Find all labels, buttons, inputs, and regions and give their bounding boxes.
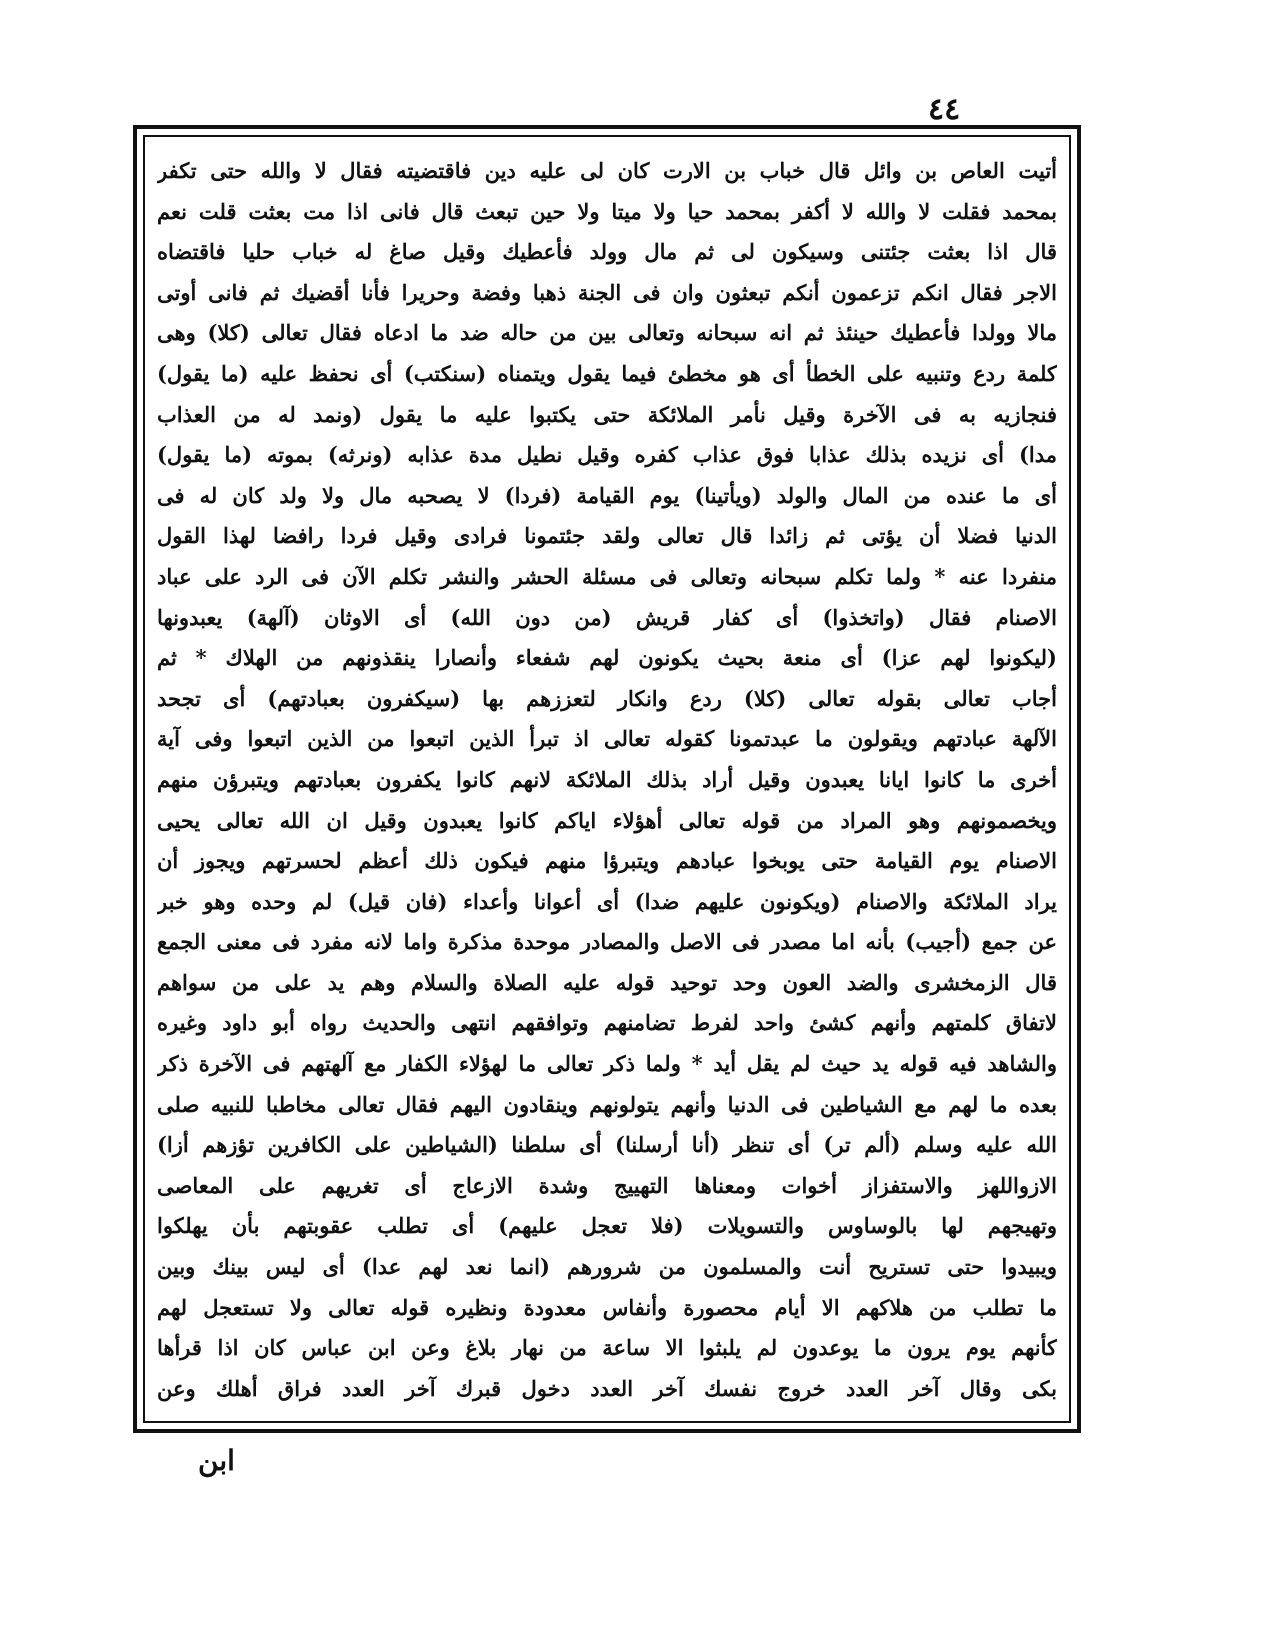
text-line: أجاب تعالى بقوله تعالى (كلا) ردع وانكار لتعززهم بها (سيكفرون بعبادتهم) أى تجحد [157, 685, 1057, 711]
text-line: الاجر فقال انكم تزعمون أنكم تبعثون وان فى الجنة ذهبا وفضة وحريرا فأنا أقضيك ثم فانى أوتى [157, 279, 1057, 305]
text-line: بعده ما لهم مع الشياطين فى الدنيا وأنهم يتولونهم وينقادون اليهم فقال تعالى مخاطبا للنبيه صلى [157, 1091, 1057, 1117]
body-text [157, 151, 1057, 1409]
text-frame [143, 135, 1071, 1423]
text-line: وتهيجهم لها بالوساوس والتسويلات (فلا تعجل عليهم) أى تطلب عقوبتهم بأن يهلكوا [157, 1213, 1057, 1239]
text-line: ويبيدوا حتى تستريح أنت والمسلمون من شرورهم (انما نعد لهم عدا) أى ليس بينك وبين [157, 1254, 1057, 1280]
text-line: والشاهد فيه قوله يد حيث لم يقل أيد * ولما ذكر تعالى ما لهؤلاء الكفار مع آلهتهم فى الآخرة ذكر [157, 1051, 1057, 1077]
text-line: قال اذا بعثت جئتنى وسيكون لى ثم مال وولد فأعطيك وقيل صاغ له خباب حليا فاقتضاه [157, 239, 1057, 265]
text-line: قال الزمخشرى والضد العون وحد توحيد قوله عليه الصلاة والسلام وهم يد على من سواهم [157, 969, 1057, 995]
text-line: عن جمع (أجيب) بأنه اما مصدر فى الاصل والمصادر موحدة مذكرة واما لانه مفرد فى معنى الجمع [157, 929, 1057, 955]
catchword: ابن [198, 1444, 235, 1477]
text-line: أى ما عنده من المال والولد (ويأتينا) يوم القيامة (فردا) لا يصحبه مال ولا ولد كان له فى [157, 482, 1057, 508]
page-number: ٤٤ [928, 92, 961, 127]
text-line: مالا وولدا فأعطيك حينئذ ثم انه سبحانه وتعالى بين من حاله ضد ما ادعاه فقال تعالى (كلا) وهى [157, 320, 1057, 346]
text-line: مدا) أى نزيده بذلك عذابا فوق عذاب كفره وقيل نطيل مدة عذابه (ونرثه) بموته (ما يقول) [157, 442, 1057, 468]
text-line: الآلهة عبادتهم ويقولون ما عبدتمونا كقوله تعالى اذ تبرأ الذين اتبعوا من الذين اتبعوا وفى آية [157, 726, 1057, 752]
text-line: فنجازيه به فى الآخرة وقيل نأمر الملائكة حتى يكتبوا عليه ما يقول (ونمد له من العذاب [157, 401, 1057, 427]
text-line: أتيت العاص بن وائل قال خباب بن الارت كان لى عليه دين فاقتضيته فقال لا والله حتى تكفر [157, 158, 1057, 183]
text-line: يراد الملائكة والاصنام (ويكونون عليهم ضدا) أى أعوانا وأعداء (فان قيل) لم وحده وهو خبر [157, 888, 1057, 914]
text-line: بمحمد فقلت لا والله لا أكفر بمحمد حيا ولا ميتا ولا حين تبعث قال فانى اذا مت بعثت قلت نعم [157, 198, 1057, 224]
text-line: الدنيا فضلا أن يؤتى ثم زائدا قال تعالى ولقد جئتمونا فرادى وقيل فردا رافضا لهذا القول [157, 523, 1057, 549]
text-line: أخرى ما كانوا ايانا يعبدون وقيل أراد بذلك الملائكة لانهم كانوا يكفرون بعبادتهم ويتبرؤن منهم [157, 766, 1057, 792]
text-line: الاصنام فقال (واتخذوا) أى كفار قريش (من دون الله) أى الاوثان (آلهة) يعبدونها [157, 604, 1057, 630]
text-line: الاصنام يوم القيامة حتى يوبخوا عبادهم ويتبرؤا منهم فيكون ذلك أعظم لحسرتهم ويجوز أن [157, 848, 1057, 874]
text-line: (ليكونوا لهم عزا) أى منعة بحيث يكونون لهم شفعاء وأنصارا ينقذونهم من الهلاك * ثم [157, 645, 1057, 671]
text-line: منفردا عنه * ولما تكلم سبحانه وتعالى فى مسئلة الحشر والنشر تكلم الآن فى الرد على عباد [157, 563, 1057, 589]
text-line: كلمة ردع وتنبيه على الخطأ أى هو مخطئ فيما يقول ويتمناه (سنكتب) أى نحفظ عليه (ما يقول) [157, 360, 1057, 386]
text-line: ما تطلب من هلاكهم الا أيام محصورة وأنفاس معدودة ونظيره قوله تعالى ولا تستعجل لهم [157, 1294, 1057, 1320]
text-line: ويخصمونهم وهو المراد من قوله تعالى أهؤلاء اياكم كانوا يعبدون وقيل ان الله تعالى يحيى [157, 807, 1057, 833]
page-border [133, 125, 1081, 1433]
text-line: بكى وقال آخر العدد خروج نفسك آخر العدد دخول قبرك آخر العدد فراق أهلك وعن [157, 1375, 1057, 1401]
text-line: لاتفاق كلمتهم وأنهم كشئ واحد لفرط تضامنهم وتوافقهم انتهى والحديث رواه أبو داود وغيره [157, 1010, 1057, 1036]
text-line: كأنهم يوم يرون ما يوعدون لم يلبثوا الا ساعة من نهار بلاغ وعن ابن عباس كان اذا قرأها [157, 1335, 1057, 1361]
text-line: الازواللهز والاستفزاز أخوات ومعناها التهييج وشدة الازعاج أى تغريهم على المعاصى [157, 1172, 1057, 1198]
text-line: الله عليه وسلم (ألم تر) أى تنظر (أنا أرسلنا) أى سلطنا (الشياطين على الكافرين تؤزهم أزا) [157, 1132, 1057, 1158]
